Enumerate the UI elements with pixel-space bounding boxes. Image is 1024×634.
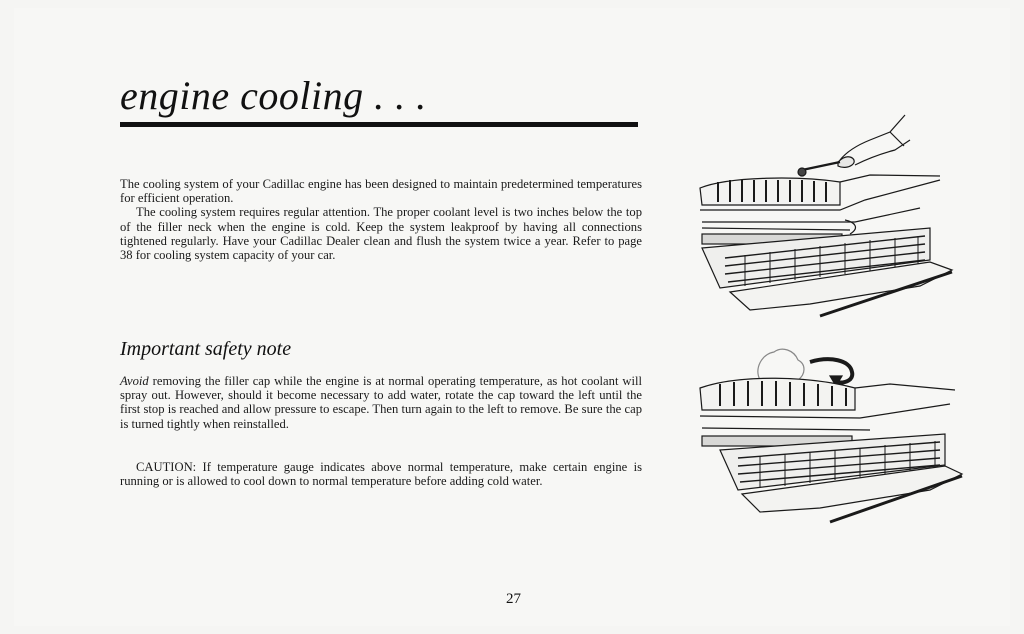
radiator-filler-cap-check-illustration — [690, 110, 960, 325]
intro-paragraph: The cooling system of your Cadillac engine has been designed to maintain predetermined temperatures for efficient operation. — [120, 177, 642, 206]
radiator-cap-rotate-left-illustration — [690, 340, 965, 535]
maintenance-paragraph: The cooling system requires regular attention. The proper coolant level is two inches below the top of the filler neck when the engine is cold. Keep the system leakproof by having all connections tightened regularly. Have your Cadillac Dealer clean and flush the system twice a year. Refer to page 38 for cooling system capacity of your car. — [120, 205, 642, 263]
safety-note-heading: Important safety note — [120, 338, 292, 360]
page-number: 27 — [506, 591, 521, 607]
page-title: engine cooling . . . — [120, 73, 427, 118]
safety-note-text: removing the filler cap while the engine is at normal operating temperature, as hot coolant will spray out. However, should it become necessary to add water, rotate the cap toward the left until the first stop is reached and allow pressure to escape. Then turn again to the left to remove. Be sure the cap is turned tightly when reinstalled. — [120, 374, 642, 431]
caution-paragraph — [120, 460, 642, 488]
caution-text: CAUTION: If temperature gauge indicates above normal temperature, make certain engine is running or is allowed to cool down to normal temperature before adding cold water. — [120, 460, 642, 489]
cooling-system-text — [120, 177, 642, 262]
safety-note-paragraph — [120, 374, 642, 431]
title-rule — [120, 122, 638, 127]
avoid-word: Avoid — [120, 374, 149, 388]
